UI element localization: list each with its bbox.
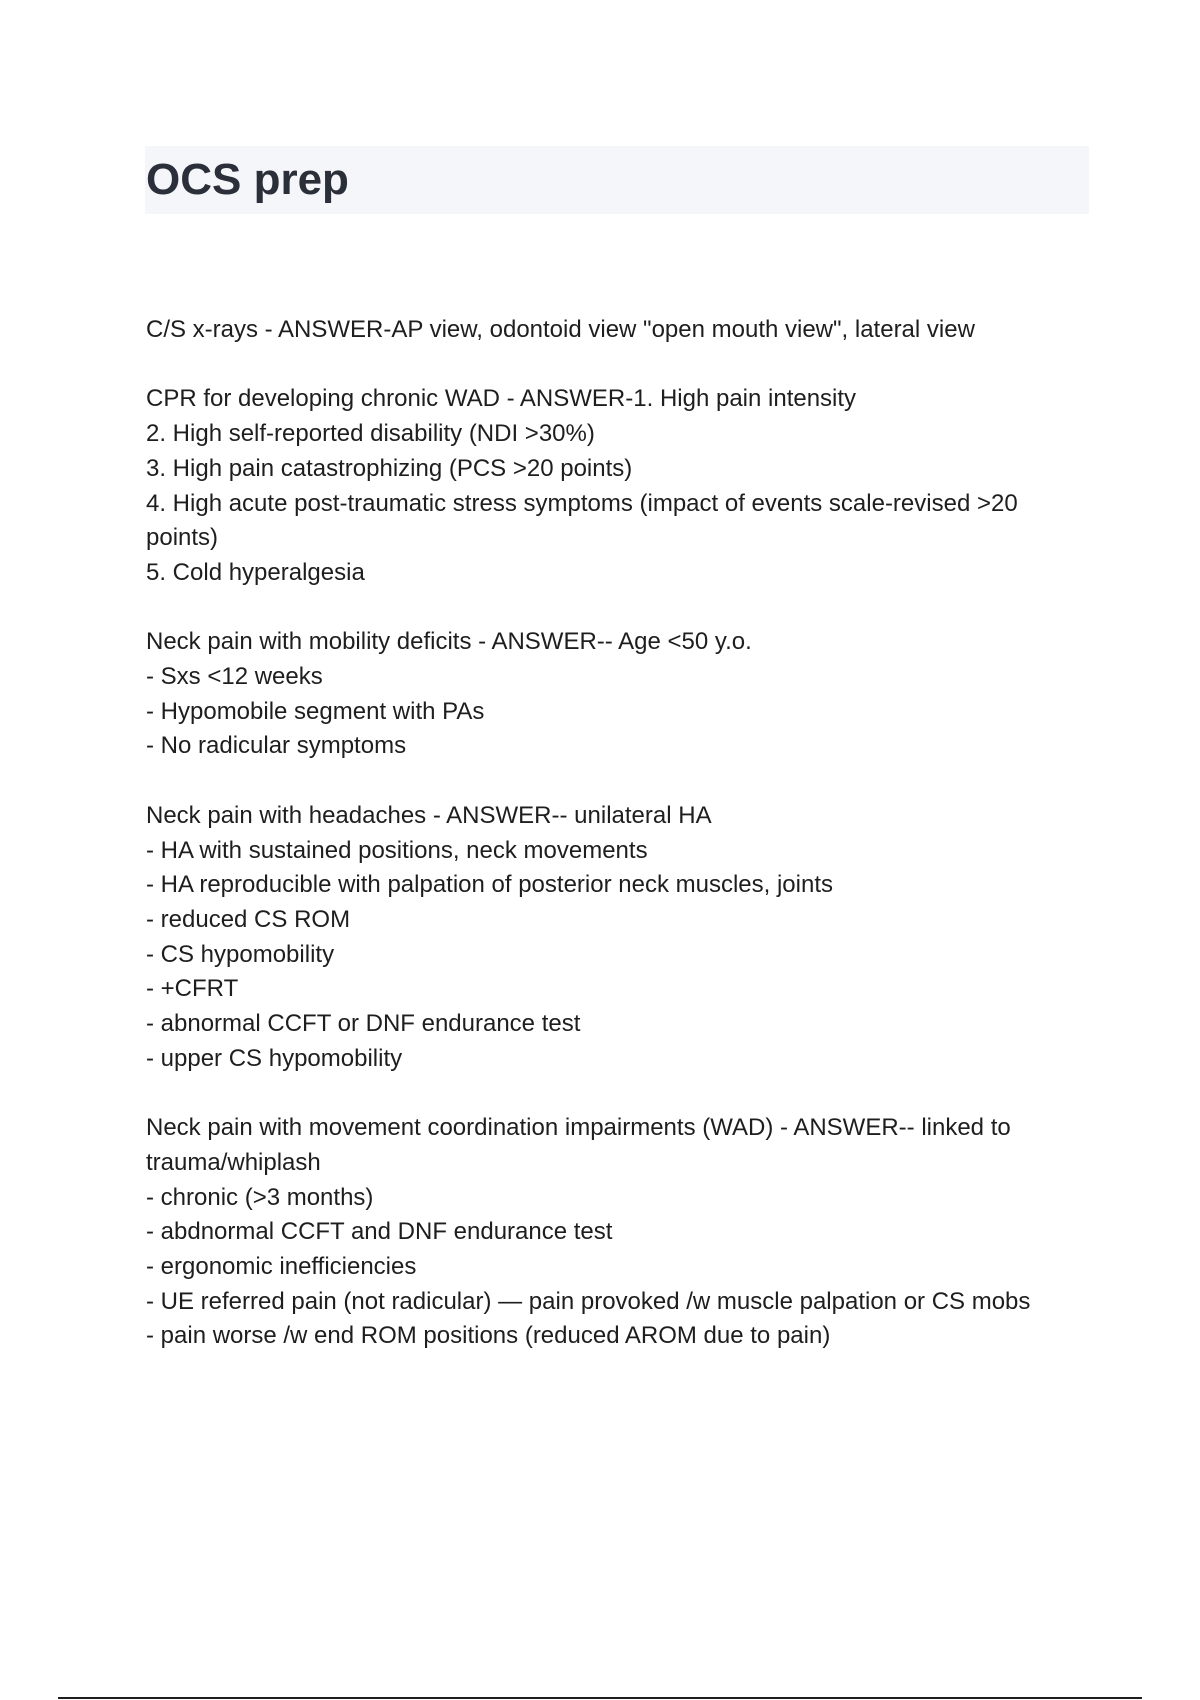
entry-line: C/S x-rays - ANSWER-AP view, odontoid view "open mouth view", lateral view [146,316,975,343]
flashcard-entry-mobility-deficits [146,625,1086,764]
entry-line: Neck pain with headaches - ANSWER-- unilateral HA [146,801,712,829]
entry-line: - abnormal CCFT or DNF endurance test [146,1010,581,1038]
entry-line: 4. High acute post-traumatic stress symptoms (impact of events scale-revised >20 points) [146,489,1018,552]
entry-line: - chronic (>3 months) [146,1183,374,1211]
entry-line: - UE referred pain (not radicular) — pain provoked /w muscle palpation or CS mobs [146,1287,1031,1315]
entry-line: - HA reproducible with palpation of posterior neck muscles, joints [146,871,833,899]
entry-line: - abdnormal CCFT and DNF endurance test [146,1218,613,1246]
entry-line: - Hypomobile segment with PAs [146,697,485,725]
entry-line: - +CFRT [146,975,239,1003]
entry-line: 2. High self-reported disability (NDI >30%) [146,420,595,448]
entry-line: - ergonomic inefficiencies [146,1252,417,1280]
entry-line: 5. Cold hyperalgesia [146,558,365,586]
entry-line: - No radicular symptoms [146,732,407,760]
entry-line: - reduced CS ROM [146,905,351,933]
entry-line: CPR for developing chronic WAD - ANSWER-1. High pain intensity [146,385,857,413]
page-bottom-divider [58,1697,1142,1699]
entry-line: Neck pain with mobility deficits - ANSWER-- Age <50 y.o. [146,628,752,656]
entry-line: Neck pain with movement coordination impairments (WAD) - ANSWER-- linked to trauma/whiplash [146,1114,1011,1176]
flashcard-entry-cs-xrays [146,313,1086,348]
flashcard-entry-cpr-chronic-wad [146,382,1086,590]
flashcard-entry-headaches [146,799,1086,1077]
entry-line: - CS hypomobility [146,940,335,968]
title-bar [145,146,1089,214]
entry-line: - Sxs <12 weeks [146,663,323,690]
entry-line: - HA with sustained positions, neck movements [146,836,648,864]
flashcard-list [146,313,1086,1389]
page-title: OCS prep [146,155,349,204]
entry-line: - upper CS hypomobility [146,1044,403,1072]
entry-line: - pain worse /w end ROM positions (reduced AROM due to pain) [146,1322,831,1350]
flashcard-entry-movement-coordination [146,1111,1086,1354]
entry-line: 3. High pain catastrophizing (PCS >20 points) [146,454,633,482]
